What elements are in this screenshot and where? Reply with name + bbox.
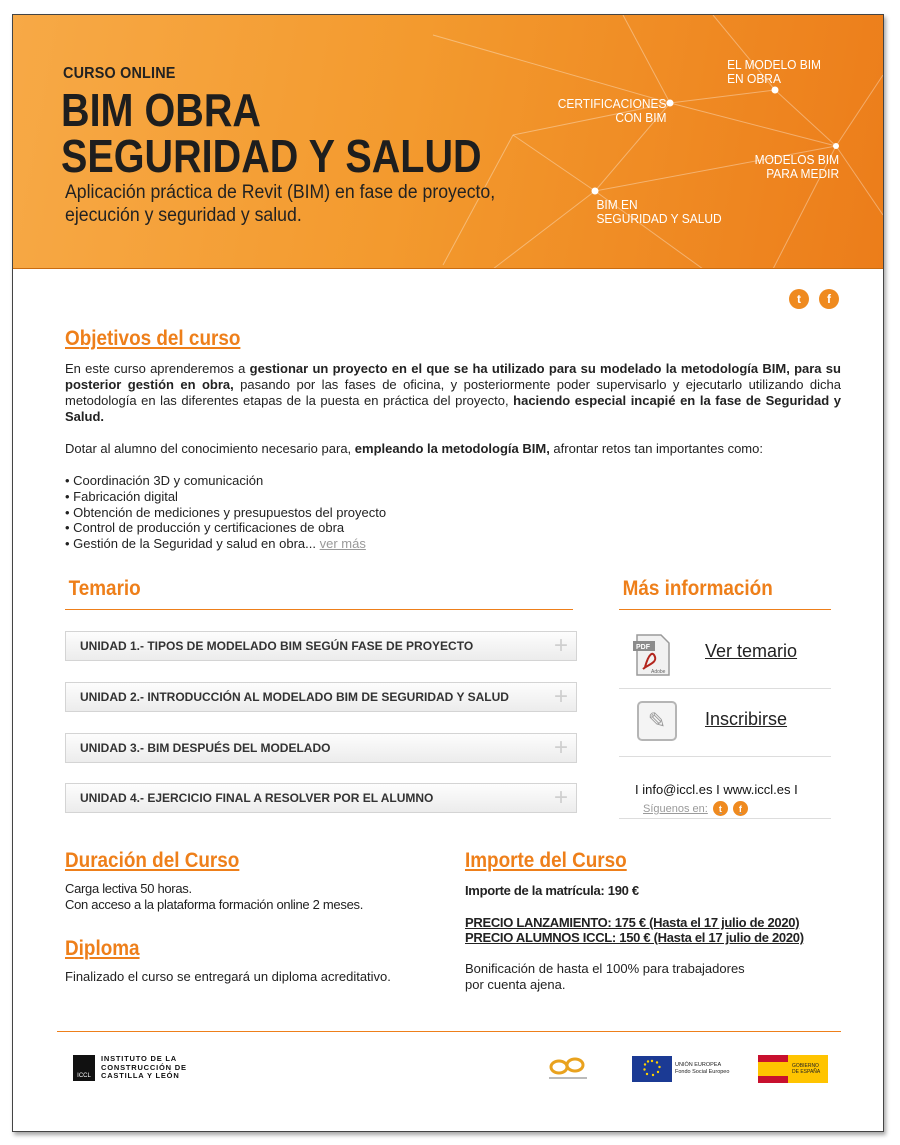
- social-links-top: [789, 289, 839, 309]
- list-item: • Obtención de mediciones y presupuestos del proyecto: [65, 504, 387, 520]
- inscribirse-row[interactable]: [619, 689, 831, 757]
- unit-1-accordion[interactable]: [65, 631, 577, 661]
- brochure-page: [12, 14, 884, 1132]
- list-item: • Fabricación digital: [65, 488, 178, 504]
- duracion-heading: Duración del Curso: [65, 849, 240, 872]
- facebook-icon[interactable]: f: [819, 289, 839, 309]
- objectives-section: [65, 327, 841, 552]
- siguenos-label[interactable]: Síguenos en:: [643, 802, 708, 815]
- mas-info-heading: Más información: [622, 577, 773, 600]
- temario-heading: Temario: [68, 577, 141, 600]
- node-label-modelo-obra: EL MODELO BIM EN OBRA: [727, 57, 822, 86]
- node-label-seguridad: BIM EN SEGURIDAD Y SALUD: [596, 197, 722, 226]
- importe-heading: Importe del Curso: [465, 849, 627, 872]
- objectives-paragraph-2: Dotar al alumno del conocimiento necesario para, empleando la metodología BIM, afrontar retos tan importantes como:: [65, 441, 763, 456]
- facebook-icon[interactable]: f: [733, 801, 748, 816]
- contact-info: I info@iccl.es I www.iccl.es I: [635, 782, 798, 797]
- importe-section: [465, 849, 845, 993]
- pdf-icon[interactable]: [633, 633, 673, 677]
- objectives-list: [65, 473, 841, 552]
- unit-2-label: UNIDAD 2.- INTRODUCCIÓN AL MODELADO BIM DE SEGURIDAD Y SALUD: [80, 690, 509, 704]
- unit-1-label: UNIDAD 1.- TIPOS DE MODELADO BIM SEGÚN FASE DE PROYECTO: [80, 639, 474, 653]
- unit-4-accordion[interactable]: [65, 783, 577, 813]
- mas-info-section: [619, 577, 831, 815]
- expand-plus-icon[interactable]: +: [553, 683, 568, 710]
- footer-divider: [57, 1031, 841, 1032]
- iccl-name: INSTITUTO DE LA CONSTRUCCIÓN DE CASTILLA Y LEÓN: [101, 1054, 187, 1081]
- objectives-paragraph-1: En este curso aprenderemos a gestionar un proyecto en el que se ha utilizado para su modelado la metodología BIM, para su posterior gestión en obra, pasando por las fases de oficina, y posteriormente poder supervisarlo y ejecutarlo utilizando dicha metodología en las diferentes etapas de la puesta en práctica del proyecto, haciendo especial incapié en la fase de Seguridad y Salud.: [65, 361, 841, 424]
- node-label-certificaciones: CERTIFICACIONES CON BIM: [557, 96, 667, 125]
- matricula-price: Importe de la matrícula: 190 €: [465, 883, 639, 898]
- launch-prices: PRECIO LANZAMIENTO: 175 € (Hasta el 17 julio de 2020) PRECIO ALUMNOS ICCL: 150 € (Hasta el 17 julio de 2020): [465, 915, 804, 945]
- node-label-modelos-medir: MODELOS BIM PARA MEDIR: [754, 152, 840, 181]
- follow-us: [643, 801, 748, 816]
- unit-4-label: UNIDAD 4.- EJERCICIO FINAL A RESOLVER POR EL ALUMNO: [80, 791, 434, 805]
- inscribirse-link[interactable]: Inscribirse: [705, 709, 788, 729]
- pencil-icon[interactable]: ✎: [637, 701, 677, 741]
- iccl-logo: [73, 1055, 187, 1081]
- gobierno-espana-logo: [758, 1055, 828, 1083]
- spain-flag-icon: [758, 1055, 788, 1083]
- twitter-icon[interactable]: t: [713, 801, 728, 816]
- expand-plus-icon[interactable]: +: [553, 784, 568, 811]
- course-type: CURSO ONLINE: [63, 65, 176, 82]
- list-item: • Control de producción y certificaciones de obra: [65, 520, 345, 536]
- union-europea-logo: [632, 1055, 736, 1083]
- diploma-heading: Diploma: [65, 937, 140, 960]
- title-line-2: SEGURIDAD Y SALUD: [61, 130, 482, 182]
- unit-3-label: UNIDAD 3.- BIM DESPUÉS DEL MODELADO: [80, 741, 331, 755]
- twitter-icon[interactable]: t: [789, 289, 809, 309]
- list-item: • Coordinación 3D y comunicación: [65, 473, 264, 488]
- diploma-section: [65, 937, 445, 985]
- duracion-section: [65, 849, 445, 913]
- list-item: • Gestión de la Seguridad y salud en obra... ver más: [65, 536, 366, 552]
- svg-text:Adobe: Adobe: [651, 669, 666, 675]
- bonificacion-text: Bonificación de hasta el 100% para trabajadores por cuenta ajena.: [465, 961, 745, 992]
- fundacion-tripartita-logo: [545, 1055, 591, 1083]
- diploma-text: Finalizado el curso se entregará un diploma acreditativo.: [65, 969, 391, 984]
- svg-text:PDF: PDF: [636, 644, 650, 651]
- temario-section: [65, 577, 573, 811]
- subtitle: Aplicación práctica de Revit (BIM) en fase de proyecto, ejecución y seguridad y salud.: [65, 182, 496, 226]
- title-line-1: BIM OBRA: [61, 84, 261, 136]
- temario-divider: [65, 609, 573, 610]
- expand-plus-icon[interactable]: +: [553, 632, 568, 659]
- hero-banner: [13, 15, 883, 269]
- mas-info-divider: [619, 609, 831, 610]
- duracion-text: Carga lectiva 50 horas. Con acceso a la plataforma formación online 2 meses.: [65, 881, 364, 912]
- expand-plus-icon[interactable]: +: [553, 734, 568, 761]
- iccl-mark: ICCL: [73, 1055, 95, 1081]
- eu-flag-icon: [632, 1056, 672, 1082]
- eu-text: UNIÓN EUROPEA Fondo Social Europeo: [675, 1062, 730, 1075]
- ver-mas-link[interactable]: ver más: [319, 536, 366, 552]
- unit-2-accordion[interactable]: [65, 682, 577, 712]
- ver-temario-row[interactable]: [619, 617, 831, 689]
- gobierno-text: GOBIERNO DE ESPAÑA: [788, 1055, 828, 1083]
- unit-3-accordion[interactable]: [65, 733, 577, 763]
- objectives-heading: Objetivos del curso: [65, 327, 241, 350]
- ver-temario-link[interactable]: Ver temario: [705, 641, 798, 661]
